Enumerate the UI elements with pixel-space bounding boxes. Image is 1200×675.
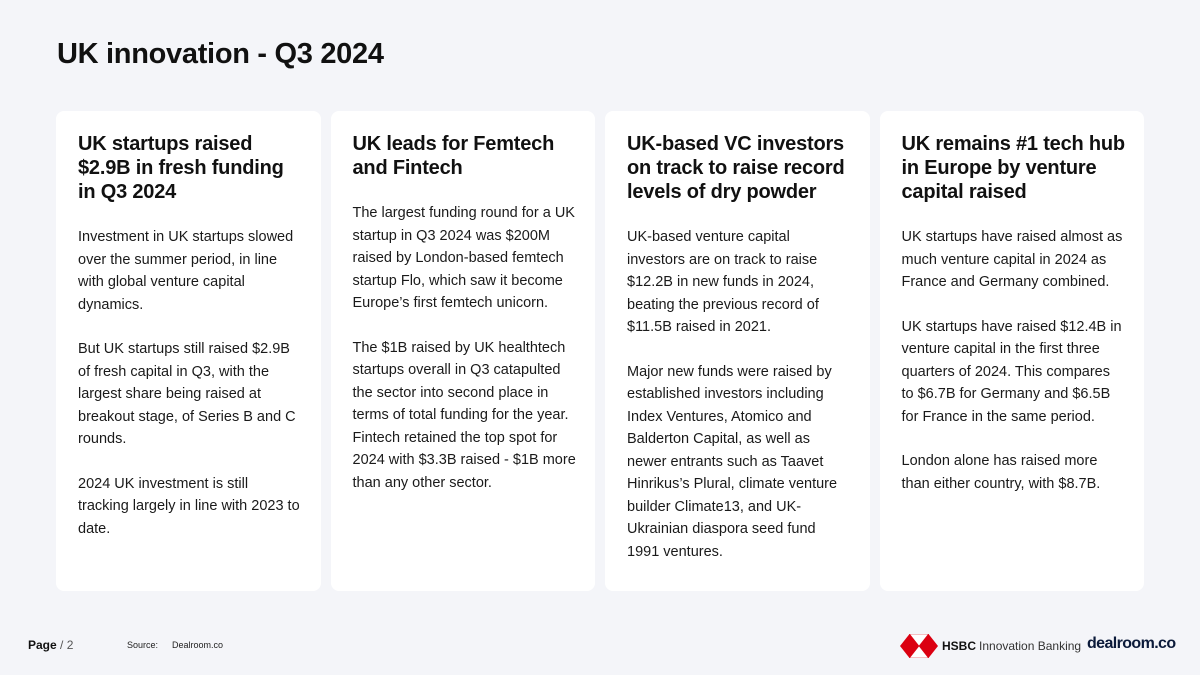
card-startup-funding	[56, 111, 321, 591]
page-number	[28, 638, 73, 652]
card-paragraph: The largest funding round for a UK startup in Q3 2024 was $200M raised by London-based femtech startup Flo, which saw it become Europe’s first femtech unicorn.	[352, 205, 575, 311]
hsbc-tagline: Innovation Banking	[979, 639, 1082, 653]
card-paragraph: UK-based venture capital investors are on track to raise $12.2B in new funds in 2024, beating the previous record of $11.5B raised in 2021.	[627, 229, 819, 335]
card-paragraph: Investment in UK startups slowed over the summer period, in line with global venture capital dynamics.	[78, 229, 294, 313]
card-heading: UK-based VC investors on track to raise record levels of dry powder	[627, 133, 845, 203]
card-heading: UK leads for Femtech and Fintech	[352, 133, 555, 179]
source-label: Source:	[127, 640, 159, 650]
cards-row	[56, 111, 1144, 591]
card-vc-dry-powder	[605, 111, 870, 591]
card-heading: UK remains #1 tech hub in Europe by venture capital raised	[901, 133, 1125, 203]
hsbc-logo-group	[900, 634, 1081, 658]
source-value: Dealroom.co	[172, 640, 224, 650]
card-paragraph: Major new funds were raised by established investors including Index Ventures, Atomico and Balderton Capital, as well as newer entrants such as Taavet Hinrikus’s Plural, climate venture builder Climate13, and UK-Ukrainian diaspora seed fund 1991 ventures.	[627, 363, 838, 560]
card-paragraph: 2024 UK investment is still tracking largely in line with 2023 to date.	[78, 475, 300, 537]
card-paragraph: UK startups have raised almost as much venture capital in 2024 as France and Germany combined.	[901, 229, 1123, 290]
card-heading: UK startups raised $2.9B in fresh funding in Q3 2024	[78, 133, 284, 203]
page-title: UK innovation - Q3 2024	[57, 38, 384, 70]
card-paragraph: But UK startups still raised $2.9B of fresh capital in Q3, with the largest share being raised at breakout stage, of Series B and C rounds.	[78, 341, 296, 447]
source-note	[127, 640, 223, 650]
card-paragraph: London alone has raised more than either country, with $8.7B.	[901, 453, 1101, 492]
hsbc-name: HSBC	[942, 639, 977, 653]
dealroom-logo: dealroom.co	[1087, 635, 1176, 652]
hsbc-hexagon-logo-icon	[900, 634, 938, 658]
card-paragraph: UK startups have raised $12.4B in venture capital in the first three quarters of 2024. This compares to $6.7B for Germany and $6.5B for France in the same period.	[901, 318, 1122, 425]
card-femtech-fintech	[331, 111, 596, 591]
page-label: Page	[28, 638, 57, 652]
page-number-value: 2	[66, 638, 74, 652]
page-separator: /	[56, 638, 67, 652]
card-paragraph: The $1B raised by UK healthtech startups overall in Q3 catapulted the sector into second place in terms of total funding for the year. Fintech retained the top spot for 2024 with $3.3B raised - $1B more than any other sector.	[352, 339, 576, 491]
card-tech-hub	[880, 111, 1145, 591]
